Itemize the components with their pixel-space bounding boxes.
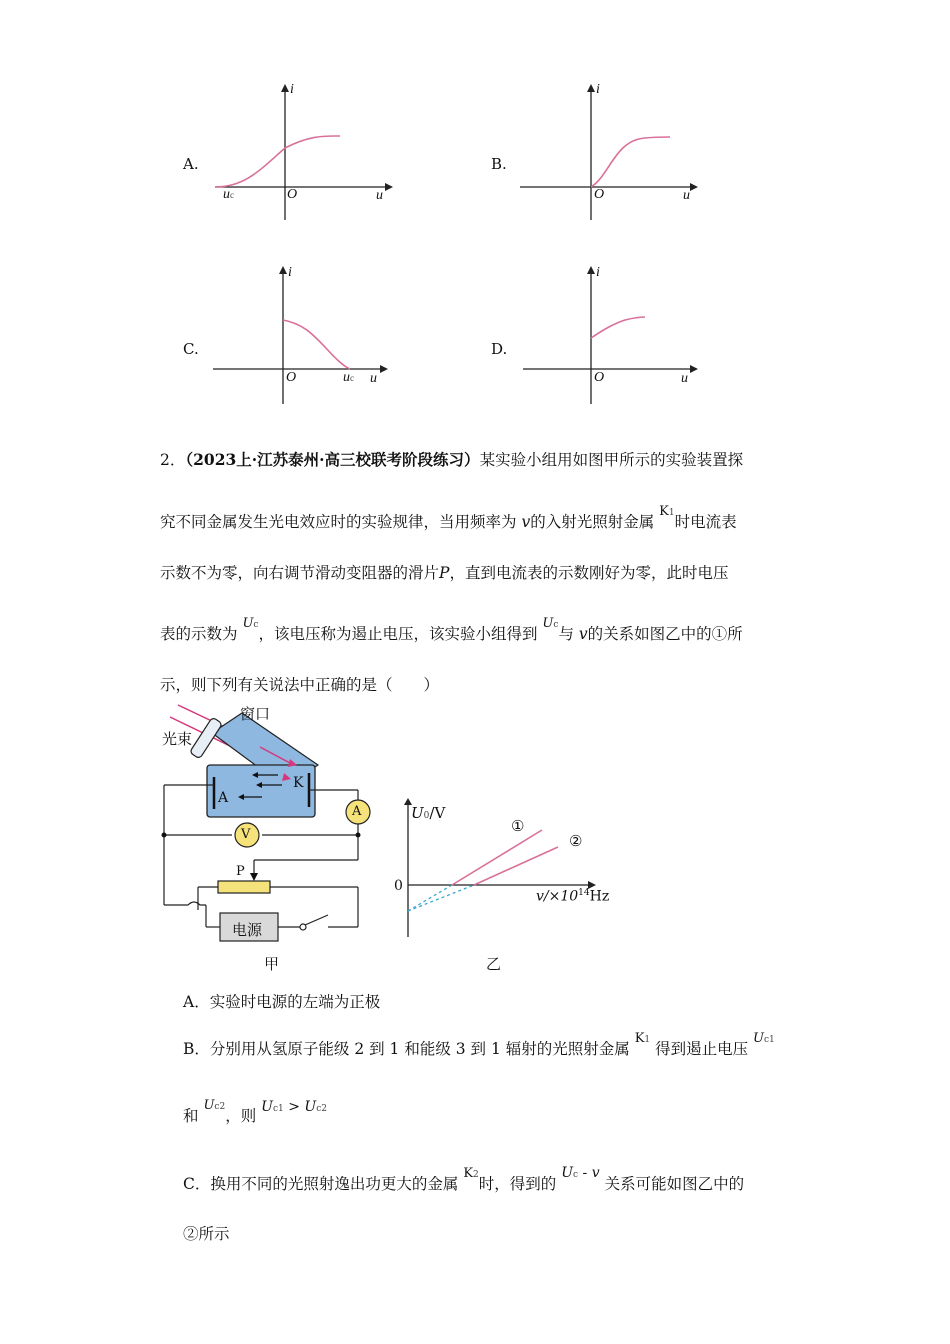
graph-c (205, 262, 395, 412)
graph-yi-zero: 0 (394, 878, 403, 894)
figure-yi-caption: 乙 (486, 955, 502, 973)
option-d-label: D. (491, 340, 508, 358)
symbol-uc1: Uc1 (753, 1031, 775, 1046)
graph-d-x: u (681, 371, 688, 386)
graph-yi-xlabel: $v/\times 10^{14}Hz$ (536, 888, 610, 905)
graph-yi-line-1-label: ① (511, 817, 525, 835)
option-b-label: B. (491, 155, 507, 173)
question-number: 2． (160, 451, 186, 469)
question-line-4: 表的示数为 Uc，该电压称为遏止电压，该实验小组得到 Uc与 v的关系如图乙中的①所 (160, 616, 743, 643)
graph-a (205, 80, 395, 230)
symbol-k1-b: K1 (634, 1031, 651, 1046)
graph-b-x: u (683, 188, 690, 203)
question-line-2: 究不同金属发生光电效应时的实验规律，当用频率为 v的入射光照射金属 K1时电流表 (160, 504, 737, 531)
choice-b-cont: 和 Uc2，则 Uc1 > Uc2 (183, 1098, 327, 1125)
apparatus-beam-label: 光束 (162, 730, 193, 748)
option-c-label: C. (183, 340, 199, 358)
symbol-uc: Uc (242, 616, 259, 631)
symbol-k1: K1 (659, 504, 675, 519)
graph-a-uc: uc (223, 187, 234, 202)
graph-yi-ylabel: U0/V (411, 804, 446, 822)
figure-jia-caption: 甲 (264, 955, 280, 973)
graph-yi-line-2-label: ② (569, 832, 583, 850)
choice-a[interactable]: A．实验时电源的左端为正极 (183, 993, 381, 1011)
choice-c-cont: ②所示 (183, 1225, 230, 1243)
graph-a-origin: O (287, 187, 298, 202)
symbol-k2: K2 (463, 1166, 479, 1181)
ammeter-icon: A (352, 804, 362, 819)
graph-a-x: u (376, 188, 383, 203)
graph-d-origin: O (594, 370, 605, 385)
option-a-label: A. (183, 155, 199, 173)
graph-c-uc: uc (343, 370, 354, 385)
apparatus-electrode-k: K (293, 775, 304, 791)
inequality: Uc1 > Uc2 (261, 1099, 327, 1115)
choice-c[interactable]: C．换用不同的光照射逸出功更大的金属 K2时，得到的 Uc - v 关系可能如图乙中的 (183, 1165, 745, 1193)
question-line-3: 示数不为零，向右调节滑动变阻器的滑片P，直到电流表的示数刚好为零，此时电压 (160, 564, 729, 582)
graph-c-y: i (288, 265, 292, 280)
graph-c-x: u (370, 371, 377, 386)
graph-b-origin: O (594, 187, 605, 202)
choice-b[interactable]: B．分别用从氢原子能级 2 到 1 和能级 3 到 1 辐射的光照射金属 K1 得到遏止电压 Uc1 (183, 1031, 775, 1058)
symbol-p: P (439, 564, 450, 582)
voltmeter-icon: V (241, 827, 251, 842)
symbol-uc-nu: Uc - v (561, 1165, 600, 1181)
graph-c-origin: O (286, 370, 297, 385)
question-line-5: 示，则下列有关说法中正确的是（ ） (160, 676, 440, 694)
apparatus-electrode-a: A (218, 790, 229, 806)
graph-d (515, 262, 705, 412)
question-source: （2023上·江苏泰州·高三校联考阶段练习） (185, 450, 480, 469)
question-line-1: 2．（2023上·江苏泰州·高三校联考阶段练习）某实验小组用如图甲所示的实验装置探 (160, 450, 744, 469)
symbol-uc2: Uc2 (203, 1098, 226, 1113)
slider-p-label: P (236, 864, 245, 879)
graph-b (515, 80, 705, 230)
graph-a-y: i (290, 82, 294, 97)
symbol-nu: v (521, 513, 531, 531)
power-supply-label: 电源 (232, 921, 263, 939)
apparatus-window-label: 窗口 (240, 705, 271, 723)
graph-d-y: i (596, 265, 600, 280)
graph-b-y: i (596, 82, 600, 97)
symbol-uc-2: Uc (542, 616, 559, 631)
